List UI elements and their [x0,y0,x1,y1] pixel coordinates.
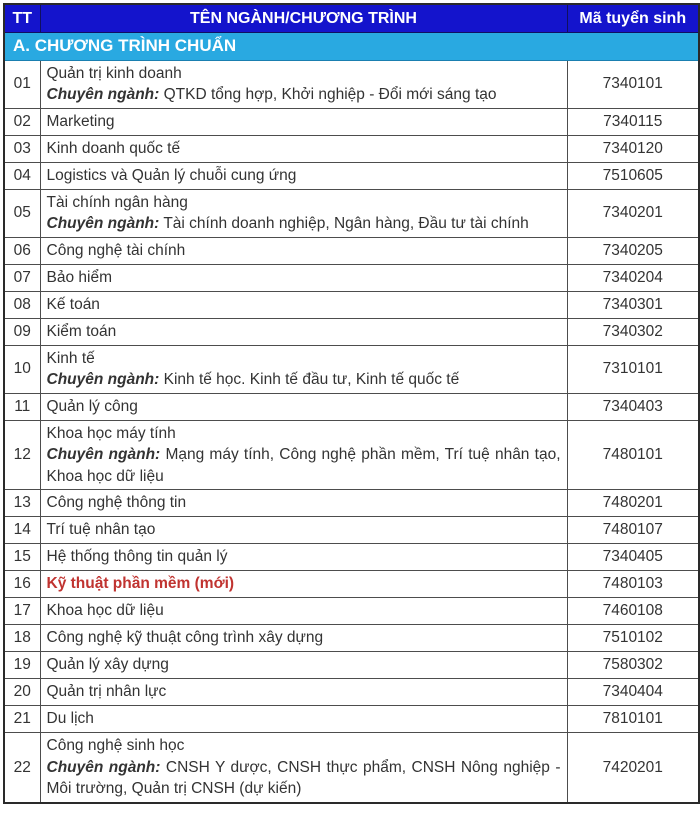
program-name-cell [40,162,567,189]
admission-code: 7480107 [567,517,699,544]
specialization-label: Chuyên ngành: [46,758,161,776]
admission-code: 7340405 [567,544,699,571]
table-row [4,679,699,706]
table-row [4,517,699,544]
table-row [4,706,699,733]
program-name-cell [40,108,567,135]
program-name: Marketing [46,112,115,130]
program-name-cell [40,393,567,420]
program-name-cell [40,571,567,598]
program-name: Công nghệ sinh học [46,737,185,754]
specialization-text: Kinh tế học. Kinh tế đầu tư, Kinh tế quốc tế [163,371,460,388]
specialization-label: Chuyên ngành: [46,86,160,103]
col-header-code: Mã tuyển sinh [567,4,699,32]
specialization-label: Chuyên ngành: [46,446,161,463]
row-number: 01 [4,60,40,108]
program-name: Khoa học dữ liệu [46,602,164,620]
specialization-label: Chuyên ngành: [46,371,160,388]
row-number: 13 [4,490,40,517]
row-number: 05 [4,189,40,237]
program-name: Kiểm toán [46,322,117,340]
program-name: Hệ thống thông tin quản lý [46,548,228,566]
program-name-cell [40,189,567,237]
program-name-cell [40,60,567,108]
table-row [4,571,699,598]
program-name: Quản lý công [46,397,138,415]
row-number: 16 [4,571,40,598]
specialization-text: QTKD tổng hợp, Khởi nghiệp - Đổi mới sáng tạo [163,86,497,103]
table-row [4,291,699,318]
table-row [4,733,699,803]
admission-code: 7310101 [567,345,699,393]
table-row [4,264,699,291]
program-name: Công nghệ thông tin [46,494,187,512]
row-number: 20 [4,679,40,706]
program-name-cell [40,679,567,706]
row-number: 02 [4,108,40,135]
specialization-text: Tài chính doanh nghiệp, Ngân hàng, Đầu tư tài chính [163,215,529,232]
program-name: Kỹ thuật phần mềm (mới) [46,575,235,593]
program-name: Kinh doanh quốc tế [46,139,181,157]
row-number: 12 [4,420,40,490]
program-name: Quản trị kinh doanh [46,64,182,82]
program-name-cell [40,517,567,544]
program-name-cell [40,625,567,652]
table-row [4,393,699,420]
table-row [4,420,699,490]
table-row [4,108,699,135]
program-name-cell [40,652,567,679]
row-number: 10 [4,345,40,393]
program-name-cell [40,544,567,571]
admission-code: 7460108 [567,598,699,625]
program-name: Tài chính ngân hàng [46,193,188,211]
program-name: Khoa học máy tính [46,424,176,442]
admission-code: 7580302 [567,652,699,679]
specialization-label: Chuyên ngành: [46,215,160,232]
row-number: 14 [4,517,40,544]
program-name: Quản trị nhân lực [46,683,167,701]
table-row [4,60,699,108]
header-row [4,4,699,32]
table-row [4,544,699,571]
row-number: 15 [4,544,40,571]
program-name-cell [40,420,567,490]
row-number: 18 [4,625,40,652]
program-name-cell [40,237,567,264]
row-number: 21 [4,706,40,733]
table-row [4,162,699,189]
program-name: Logistics và Quản lý chuỗi cung ứng [46,166,297,184]
program-name-cell [40,264,567,291]
row-number: 04 [4,162,40,189]
section-title: A. CHƯƠNG TRÌNH CHUẨN [4,32,699,60]
row-number: 09 [4,318,40,345]
admission-code: 7340302 [567,318,699,345]
program-name-cell [40,291,567,318]
admission-code: 7340115 [567,108,699,135]
row-number: 07 [4,264,40,291]
program-specializations [47,213,561,235]
program-name: Công nghệ tài chính [46,241,186,259]
program-name: Kinh tế [46,349,95,367]
table-row [4,598,699,625]
row-number: 06 [4,237,40,264]
table-row [4,625,699,652]
col-header-tt: TT [4,4,40,32]
table-row [4,652,699,679]
table-row [4,237,699,264]
admission-code: 7340404 [567,679,699,706]
program-specializations [47,369,561,391]
program-specializations [47,757,561,800]
program-name-cell [40,135,567,162]
program-name: Trí tuệ nhân tạo [46,521,156,539]
program-name: Công nghệ kỹ thuật công trình xây dựng [46,629,324,647]
admission-code: 7340403 [567,393,699,420]
row-number: 19 [4,652,40,679]
admission-code: 7340101 [567,60,699,108]
col-header-name: TÊN NGÀNH/CHƯƠNG TRÌNH [40,4,567,32]
admission-code: 7420201 [567,733,699,803]
program-name-cell [40,345,567,393]
table-row [4,189,699,237]
admission-code: 7510102 [567,625,699,652]
specialization-text: Mạng máy tính, Công nghệ phần mềm, Trí tuệ nhân tạo, Khoa học dữ liệu [46,446,561,485]
specialization-text: CNSH Y dược, CNSH thực phẩm, CNSH Nông nghiệp - Môi trường, Quản trị CNSH (dự kiến) [46,758,561,797]
row-number: 11 [4,393,40,420]
table-row [4,135,699,162]
row-number: 03 [4,135,40,162]
program-name: Quản lý xây dựng [46,656,169,674]
program-table [3,3,700,804]
row-number: 17 [4,598,40,625]
table-row [4,345,699,393]
admission-code: 7480201 [567,490,699,517]
table-row [4,318,699,345]
program-specializations [47,444,561,487]
program-specializations [47,84,561,106]
admission-code: 7510605 [567,162,699,189]
admission-code: 7340120 [567,135,699,162]
program-name-cell [40,706,567,733]
section-row [4,32,699,60]
program-name-cell [40,490,567,517]
program-name: Kế toán [46,295,100,313]
admission-code: 7480101 [567,420,699,490]
program-name: Bảo hiểm [46,268,112,286]
admission-code: 7340301 [567,291,699,318]
admission-code: 7340204 [567,264,699,291]
row-number: 08 [4,291,40,318]
admission-code: 7480103 [567,571,699,598]
program-name-cell [40,733,567,803]
row-number: 22 [4,733,40,803]
program-name: Du lịch [46,710,94,728]
admission-code: 7340201 [567,189,699,237]
admission-code: 7810101 [567,706,699,733]
admission-code: 7340205 [567,237,699,264]
table-row [4,490,699,517]
program-name-cell [40,598,567,625]
program-name-cell [40,318,567,345]
